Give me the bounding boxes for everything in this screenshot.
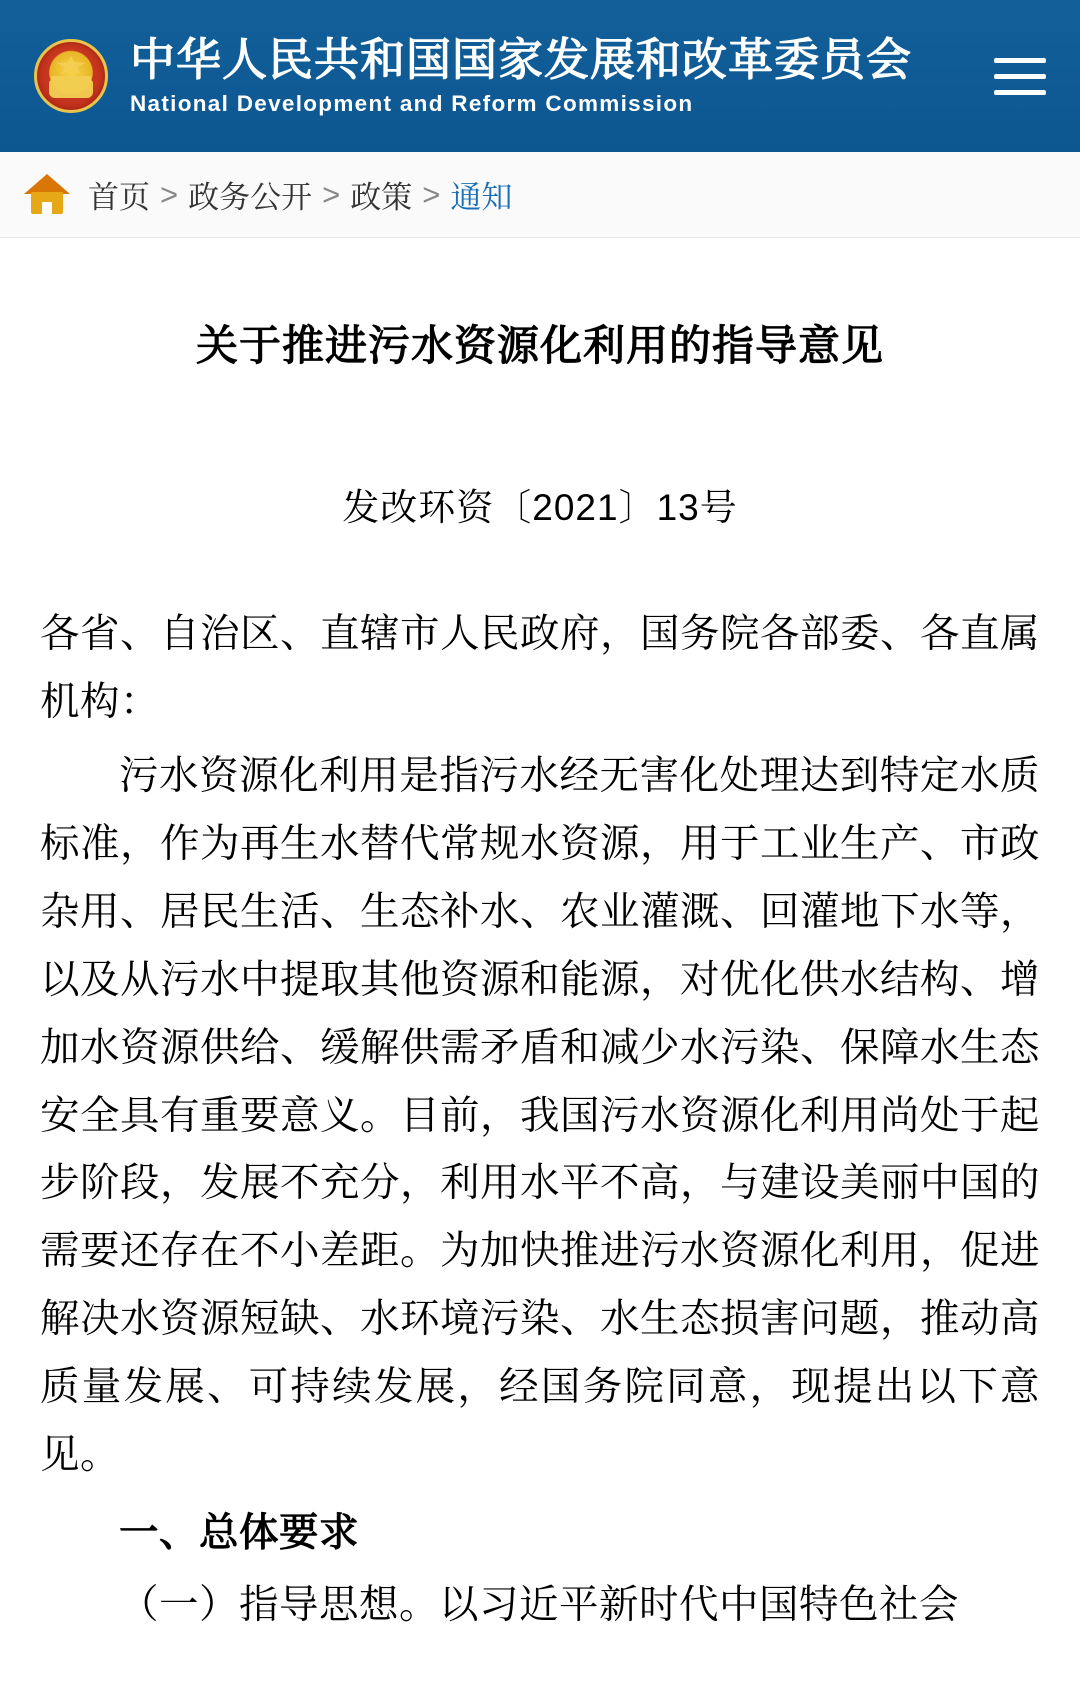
document-container	[0, 266, 1080, 1640]
breadcrumb-item-government-affairs[interactable]: 政务公开	[188, 180, 313, 215]
menu-bar-1	[994, 58, 1046, 63]
menu-bar-2	[994, 74, 1046, 79]
national-emblem-icon	[34, 39, 108, 113]
document-body	[40, 531, 1040, 1640]
header-titles	[130, 35, 978, 116]
breadcrumb-item-notice[interactable]: 通知	[450, 180, 513, 215]
site-title-en: National Development and Reform Commission	[130, 90, 694, 116]
breadcrumb-separator-2: >	[322, 176, 341, 212]
menu-bar-3	[994, 90, 1046, 95]
home-icon[interactable]	[24, 174, 70, 216]
document-heading-overall-requirements: 一、总体要求	[119, 1511, 359, 1556]
breadcrumb-separator-3: >	[422, 176, 441, 212]
document-title: 关于推进污水资源化利用的指导意见	[195, 322, 884, 370]
hamburger-menu-icon[interactable]	[988, 44, 1052, 108]
site-header	[0, 0, 1080, 152]
home-icon-door	[42, 202, 52, 214]
breadcrumb	[0, 152, 1080, 238]
breadcrumb-item-policy[interactable]: 政策	[350, 180, 413, 215]
document-paragraph-recipients: 各省、自治区、直辖市人民政府，国务院各部委、各直属机构：	[40, 611, 1040, 724]
document-number: 发改环资〔2021〕13号	[342, 486, 738, 528]
breadcrumb-separator-1: >	[160, 176, 179, 212]
site-title-cn: 中华人民共和国国家发展和改革委员会	[130, 34, 913, 86]
document-paragraph-intro: 污水资源化利用是指污水经无害化处理达到特定水质标准，作为再生水替代常规水资源，用于工业生产、市政杂用、居民生活、生态补水、农业灌溉、回灌地下水等，以及从污水中提取其他资源和能源，对优化供水结构、增加水资源供给、缓解供需矛盾和减少水污染、保障水生态安全具有重要意义。目前，我国污水资源化利用尚处于起步阶段，发展不充分，利用水平不高，与建设美丽中国的需要还存在不小差距。为加快推进污水资源化利用，促进解决水资源短缺、水环境污染、水生态损害问题，推动高质量发展、可持续发展，经国务院同意，现提出以下意见。	[40, 753, 1040, 1478]
breadcrumb-item-home[interactable]: 首页	[88, 180, 150, 215]
document-paragraph-guiding-ideology: （一）指导思想。以习近平新时代中国特色社会	[119, 1583, 959, 1628]
home-icon-roof	[24, 174, 70, 194]
